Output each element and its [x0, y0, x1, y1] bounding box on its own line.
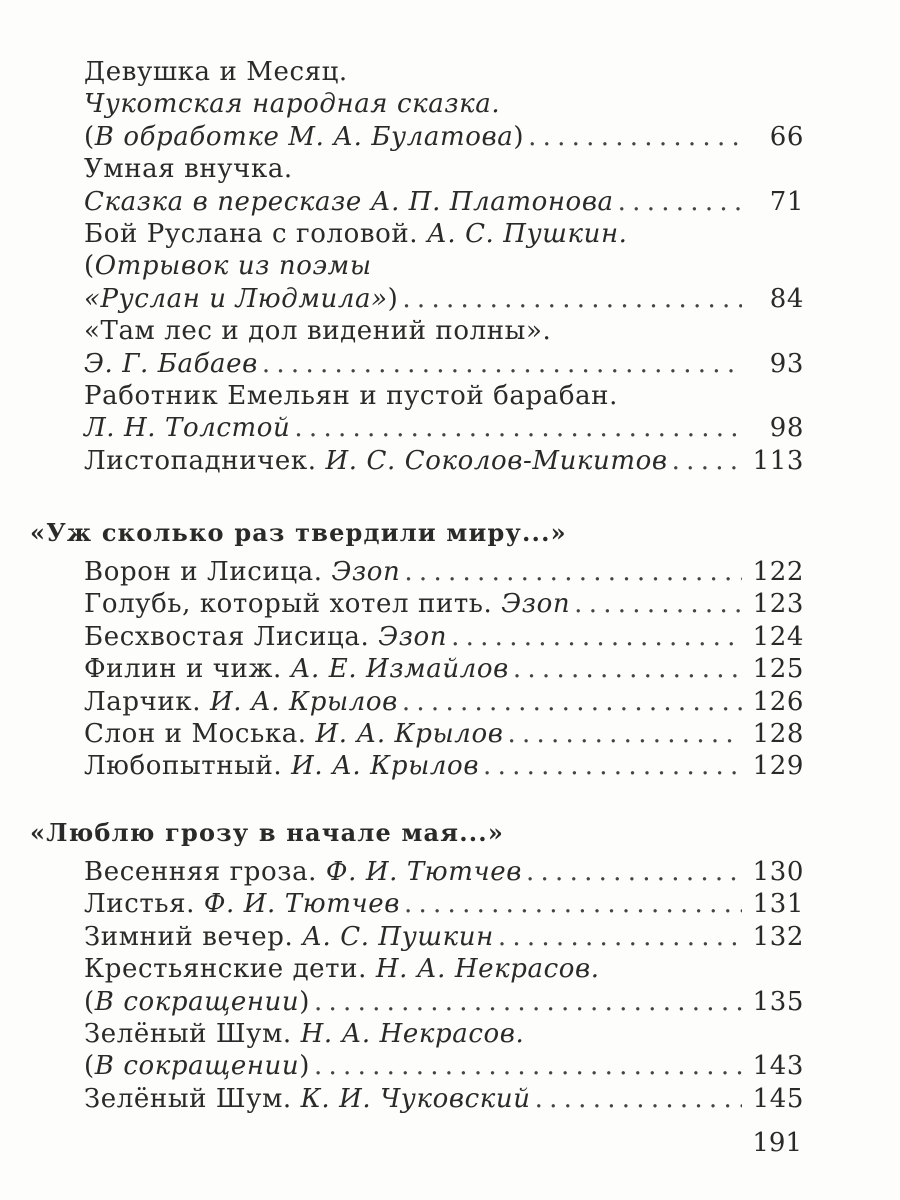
- toc-entry-text: [84, 556, 400, 588]
- title-text: Бой Руслана с головой.: [84, 218, 428, 249]
- title-text: Зелёный Шум.: [84, 1083, 301, 1114]
- toc-page-number: 131: [752, 889, 804, 920]
- leader-dots: [526, 856, 742, 888]
- toc-entry-text: [84, 121, 524, 153]
- toc-entry-line: [84, 1050, 804, 1082]
- leader-dots: [528, 121, 742, 153]
- toc-entry-line: [84, 88, 804, 120]
- toc-page-number: 129: [752, 751, 804, 782]
- toc-entry-line: [84, 153, 804, 185]
- leader-dots: [404, 556, 742, 588]
- toc-entry-line: [84, 445, 804, 477]
- title-text: Листья.: [84, 889, 204, 920]
- toc-entry-text: [84, 986, 310, 1018]
- author-or-note-text: В сокращении: [94, 986, 300, 1017]
- author-or-note-text: Н. А. Некрасов.: [375, 954, 600, 985]
- leader-dots: [404, 888, 742, 920]
- title-text: Умная внучка.: [84, 154, 293, 185]
- toc-entry: [84, 1083, 804, 1115]
- toc-entry-line: [84, 986, 804, 1018]
- toc-entry-text: [84, 380, 618, 412]
- leader-dots: [402, 686, 742, 718]
- title-text: Работник Емельян и пустой барабан.: [84, 380, 618, 411]
- toc-entry: [84, 921, 804, 953]
- toc-entry: [84, 315, 804, 380]
- toc-entry-text: [84, 1050, 310, 1082]
- toc-entry-text: [84, 348, 258, 380]
- leader-dots: [262, 348, 742, 380]
- title-text: ): [387, 283, 399, 314]
- title-text: Весенняя гроза.: [84, 857, 326, 887]
- toc-entry: [84, 653, 804, 685]
- toc-entry-line: [84, 718, 804, 750]
- toc-entry-line: [84, 888, 804, 920]
- toc-entry-line: [84, 621, 804, 653]
- toc-entry-text: [84, 88, 500, 120]
- leader-dots: [294, 412, 742, 444]
- toc-page-number: 128: [752, 718, 804, 749]
- toc-entry-text: [84, 718, 503, 750]
- toc-page-number: 126: [752, 686, 804, 717]
- title-text: (: [84, 251, 95, 282]
- toc-entry-line: [84, 218, 804, 250]
- toc-intro-block: [84, 56, 804, 477]
- section-heading: «Уж сколько раз твердили миру...»: [30, 518, 567, 547]
- title-text: Зелёный Шум.: [84, 1018, 301, 1049]
- author-or-note-text: А. С. Пушкин: [302, 921, 494, 952]
- toc-page-number: 130: [752, 857, 804, 887]
- toc-entry-line: [84, 412, 804, 444]
- toc-entry-line: [84, 380, 804, 412]
- toc-entry-text: [84, 686, 398, 718]
- title-text: Филин и чиж.: [84, 654, 291, 685]
- toc-entry-text: [84, 888, 400, 920]
- leader-dots: [672, 445, 742, 477]
- toc-entry: [84, 218, 804, 315]
- toc-entry-text: [84, 953, 600, 985]
- title-text: Крестьянские дети.: [84, 954, 376, 985]
- toc-entry-text: [84, 750, 479, 782]
- author-or-note-text: К. И. Чуковский: [300, 1083, 531, 1114]
- author-or-note-text: Эзоп: [378, 621, 448, 652]
- toc-entry-line: [84, 953, 804, 985]
- toc-entry-line: [84, 1083, 804, 1115]
- toc-entry-text: [84, 218, 628, 250]
- author-or-note-text: В сокращении: [94, 1051, 300, 1082]
- author-or-note-text: Э. Г. Бабаев: [84, 348, 258, 379]
- author-or-note-text: Ф. И. Тютчев: [325, 857, 522, 887]
- toc-entry-text: [84, 621, 447, 653]
- toc-entry: [84, 1018, 804, 1083]
- toc-entry-text: [84, 921, 494, 953]
- author-or-note-text: А. Е. Измайлов: [290, 654, 509, 685]
- toc-entry-text: [84, 653, 509, 685]
- toc-entry-text: [84, 412, 290, 444]
- author-or-note-text: Сказка в пересказе А. П. Платонова: [84, 186, 614, 217]
- author-or-note-text: И. А. Крылов: [291, 751, 480, 782]
- toc-entry-line: [84, 315, 804, 347]
- toc-entry: [84, 556, 804, 588]
- toc-entry-text: [84, 856, 522, 888]
- toc-entry-line: [84, 653, 804, 685]
- toc-entry-line: [84, 1018, 804, 1050]
- toc-page-number: 143: [752, 1051, 804, 1082]
- author-or-note-text: Ф. И. Тютчев: [203, 889, 400, 920]
- leader-dots: [498, 921, 742, 953]
- toc-page-number: 145: [752, 1083, 804, 1114]
- author-or-note-text: Эзоп: [501, 589, 571, 620]
- toc-entry-text: [84, 250, 372, 282]
- leader-dots: [451, 621, 742, 653]
- title-text: Любопытный.: [84, 751, 292, 782]
- toc-page-number: 123: [752, 589, 804, 620]
- author-or-note-text: Отрывок из поэмы: [94, 251, 372, 282]
- toc-entry-line: [84, 250, 804, 282]
- toc-entry-line: [84, 186, 804, 218]
- title-text: (: [84, 986, 95, 1017]
- title-text: Девушка и Месяц.: [84, 57, 348, 87]
- title-text: ): [299, 1051, 310, 1082]
- title-text: ): [299, 986, 310, 1017]
- section-entries: [84, 856, 804, 1115]
- title-text: (: [84, 1051, 95, 1082]
- toc-page-number: 122: [752, 557, 804, 587]
- toc-page-number: 98: [769, 413, 804, 444]
- author-or-note-text: Н. А. Некрасов.: [300, 1018, 525, 1049]
- author-or-note-text: И. А. Крылов: [315, 718, 504, 749]
- title-text: Ларчик.: [84, 686, 210, 717]
- leader-dots: [513, 653, 742, 685]
- toc-page-number: 125: [752, 654, 804, 685]
- author-or-note-text: А. С. Пушкин.: [427, 218, 628, 249]
- toc-entry: [84, 445, 804, 477]
- leader-dots: [402, 283, 742, 315]
- toc-entry-line: [84, 750, 804, 782]
- toc-entry-text: [84, 153, 293, 185]
- title-text: Зимний вечер.: [84, 921, 303, 952]
- toc-page-number: 135: [752, 986, 804, 1017]
- toc-entry-text: [84, 445, 668, 477]
- leader-dots: [314, 986, 742, 1018]
- toc-entry-line: [84, 121, 804, 153]
- toc-entry-text: [84, 56, 348, 88]
- toc-page-number: 66: [769, 121, 804, 152]
- toc-entry: [84, 750, 804, 782]
- author-or-note-text: В обработке М. А. Булатова: [94, 121, 514, 152]
- section-heading: «Люблю грозу в начале мая...»: [30, 818, 505, 847]
- toc-entry-text: [84, 1083, 531, 1115]
- toc-entry: [84, 856, 804, 888]
- title-text: ): [513, 121, 525, 152]
- toc-entry-text: [84, 315, 551, 347]
- toc-page-number: 71: [769, 186, 804, 217]
- title-text: «Там лес и дол видений полны».: [84, 316, 552, 347]
- author-or-note-text: Чукотская народная сказка.: [84, 89, 501, 120]
- leader-dots: [483, 750, 742, 782]
- title-text: Ворон и Лисица.: [84, 557, 332, 587]
- toc-entry: [84, 380, 804, 445]
- toc-entry: [84, 153, 804, 218]
- toc-entry: [84, 56, 804, 153]
- title-text: Слон и Моська.: [84, 718, 316, 749]
- toc-entry-line: [84, 56, 804, 88]
- toc-page-number: 113: [752, 445, 804, 476]
- toc-entry: [84, 718, 804, 750]
- toc-entry-text: [84, 588, 570, 620]
- toc-entry: [84, 588, 804, 620]
- title-text: Листопадничек.: [84, 445, 326, 476]
- leader-dots: [574, 588, 742, 620]
- toc-entry-text: [84, 283, 398, 315]
- toc-entry-line: [84, 283, 804, 315]
- toc-entry-line: [84, 556, 804, 588]
- title-text: Бесхвостая Лисица.: [84, 621, 379, 652]
- toc-page-number: 124: [752, 621, 804, 652]
- toc-page-number: 84: [769, 283, 804, 314]
- leader-dots: [314, 1050, 742, 1082]
- author-or-note-text: И. А. Крылов: [209, 686, 398, 717]
- toc-page-number: 132: [752, 921, 804, 952]
- toc-entry-line: [84, 856, 804, 888]
- toc-entry-text: [84, 1018, 524, 1050]
- author-or-note-text: Л. Н. Толстой: [84, 413, 291, 444]
- toc-entry-line: [84, 588, 804, 620]
- toc-entry-line: [84, 921, 804, 953]
- leader-dots: [618, 186, 742, 218]
- page-number: 191: [752, 1128, 802, 1158]
- title-text: (: [84, 121, 95, 152]
- author-or-note-text: И. С. Соколов-Микитов: [325, 445, 668, 476]
- author-or-note-text: «Руслан и Людмила»: [84, 283, 388, 314]
- toc-entry-text: [84, 186, 614, 218]
- toc-entry: [84, 686, 804, 718]
- author-or-note-text: Эзоп: [331, 557, 401, 587]
- toc-entry: [84, 888, 804, 920]
- toc-entry: [84, 621, 804, 653]
- toc-entry-line: [84, 348, 804, 380]
- section-entries: [84, 556, 804, 783]
- title-text: Голубь, который хотел пить.: [84, 589, 502, 620]
- toc-page-number: 93: [769, 348, 804, 379]
- leader-dots: [535, 1083, 742, 1115]
- toc-entry: [84, 953, 804, 1018]
- leader-dots: [507, 718, 742, 750]
- toc-entry-line: [84, 686, 804, 718]
